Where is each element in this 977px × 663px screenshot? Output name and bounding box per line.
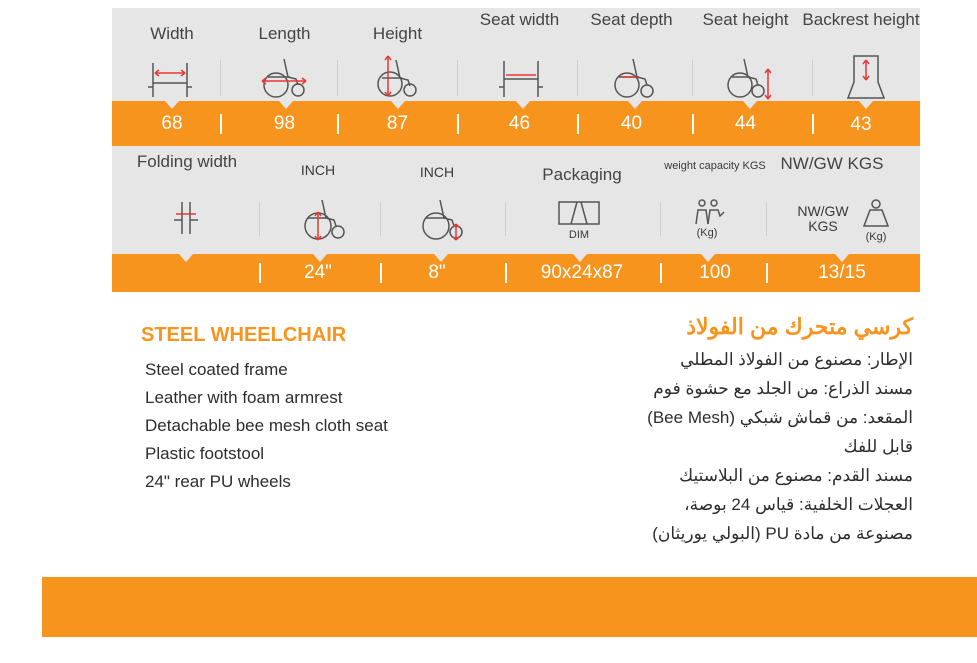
spec-value-width: 68	[161, 113, 183, 134]
folding-width-icon	[170, 198, 204, 238]
divider	[692, 114, 694, 134]
divider	[766, 202, 767, 236]
spec-value-front-wheel: 8"	[428, 262, 446, 283]
spec-table	[112, 8, 920, 292]
divider	[337, 114, 339, 134]
length-icon	[258, 55, 310, 99]
seat-depth-icon	[607, 55, 659, 99]
pointer-notch	[313, 254, 327, 262]
list-item: قابل للفك	[843, 437, 913, 456]
spec-label-height: Height	[372, 24, 423, 43]
spec-value-nw-gw: 13/15	[818, 262, 866, 283]
packaging-dim-label: DIM	[568, 229, 590, 241]
front-wheel-icon	[416, 196, 468, 242]
spec-label-nw-gw: NW/GW KGS	[780, 154, 884, 173]
english-title: STEEL WHEELCHAIR	[141, 324, 347, 346]
nw-gw-sublabel: NW/GW KGS	[797, 203, 849, 234]
divider	[259, 202, 260, 236]
list-item: مسند القدم: مصنوع من البلاستيك	[679, 466, 913, 485]
list-item: Plastic footstool	[145, 444, 265, 463]
arabic-title: كرسي متحرك من الفولاذ	[686, 314, 913, 339]
divider	[577, 60, 578, 96]
pointer-notch	[743, 101, 757, 109]
spec-label-weight-capacity: weight capacity KGS	[664, 160, 766, 172]
weight-capacity-icon	[690, 198, 726, 226]
spec-label-rear-wheel: INCH	[300, 162, 336, 178]
list-item: الإطار: مصنوع من الفولاذ المطلي	[680, 350, 913, 369]
list-item: المقعد: من قماش شبكي (Bee Mesh)	[647, 408, 913, 427]
arabic-feature-list	[553, 345, 913, 548]
footer-bar	[42, 577, 977, 637]
seat-height-icon	[720, 55, 776, 101]
spec-label-seat-height: Seat height	[702, 10, 789, 29]
divider	[766, 263, 768, 283]
pointer-notch	[628, 101, 642, 109]
english-feature-list	[145, 356, 388, 496]
spec-label-front-wheel: INCH	[419, 164, 455, 180]
divider	[220, 114, 222, 134]
spec-value-rear-wheel: 24"	[304, 262, 332, 283]
divider	[337, 60, 338, 96]
spec-label-width: Width	[150, 24, 194, 43]
spec-label-packaging: Packaging	[542, 165, 622, 184]
spec-label-seat-width: Seat width	[479, 10, 560, 29]
pointer-notch	[701, 254, 715, 262]
width-icon	[145, 55, 195, 99]
spec-value-packaging: 90x24x87	[540, 262, 624, 283]
backrest-height-icon	[846, 52, 886, 102]
spec-label-length: Length	[258, 24, 311, 43]
list-item: العجلات الخلفية: قياس 24 بوصة،	[684, 495, 913, 514]
divider	[380, 263, 382, 283]
divider	[259, 263, 261, 283]
weight-capacity-kg-label: (Kg)	[696, 227, 718, 239]
pointer-notch	[179, 254, 193, 262]
divider	[577, 114, 579, 134]
list-item: مصنوعة من مادة PU (البولي يوريثان)	[652, 524, 913, 543]
nw-gw-kg-label: (Kg)	[865, 231, 887, 243]
packaging-box-icon	[557, 200, 601, 226]
pointer-notch	[859, 101, 873, 109]
list-item: 24" rear PU wheels	[145, 472, 291, 491]
pointer-notch	[516, 101, 530, 109]
pointer-notch	[165, 101, 179, 109]
list-item: مسند الذراع: من الجلد مع حشوة فوم	[653, 379, 913, 398]
pointer-notch	[434, 254, 448, 262]
divider	[812, 114, 814, 134]
spec-value-backrest-height: 43	[850, 114, 872, 135]
weight-icon	[860, 198, 892, 228]
divider	[660, 263, 662, 283]
seat-width-icon	[496, 55, 546, 99]
pointer-notch	[391, 101, 405, 109]
spec-label-backrest-height: Backrest height	[802, 10, 920, 29]
divider	[380, 202, 381, 236]
divider	[692, 60, 693, 96]
list-item: Detachable bee mesh cloth seat	[145, 416, 388, 435]
spec-label-folding-width: Folding width	[136, 152, 238, 171]
pointer-notch	[835, 254, 849, 262]
spec-value-weight-capacity: 100	[699, 262, 731, 283]
divider	[505, 202, 506, 236]
divider	[505, 263, 507, 283]
spec-value-seat-height: 44	[734, 113, 757, 134]
spec-label-seat-depth: Seat depth	[590, 10, 673, 29]
divider	[812, 60, 813, 96]
spec-value-length: 98	[273, 113, 296, 134]
divider	[457, 60, 458, 96]
spec-value-seat-depth: 40	[620, 113, 643, 134]
list-item: Leather with foam armrest	[145, 388, 343, 407]
height-icon	[370, 52, 422, 100]
divider	[457, 114, 459, 134]
spec-value-height: 87	[386, 113, 409, 134]
rear-wheel-icon	[298, 196, 350, 242]
divider	[220, 60, 221, 96]
spec-value-seat-width: 46	[508, 113, 531, 134]
pointer-notch	[279, 101, 293, 109]
divider	[660, 202, 661, 236]
pointer-notch	[573, 254, 587, 262]
list-item: Steel coated frame	[145, 360, 288, 379]
